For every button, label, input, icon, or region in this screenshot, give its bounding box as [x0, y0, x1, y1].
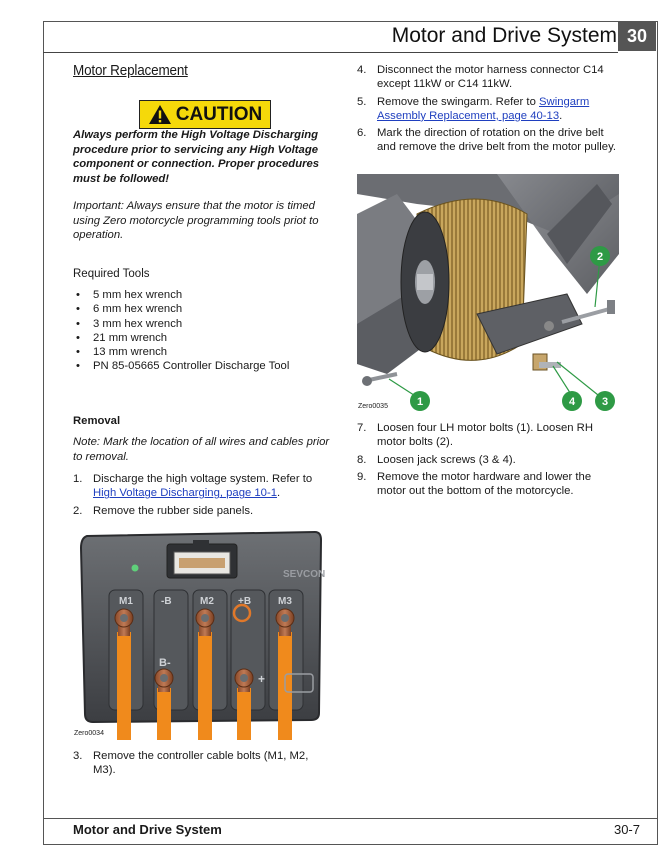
tool-item: • PN 85-05665 Controller Discharge Tool	[73, 359, 343, 373]
step-5: 5. Remove the swingarm. Refer to Swingarm Assembly Replacement, page 40-13.	[357, 95, 590, 122]
tool-item: • 3 mm hex wrench	[73, 317, 343, 331]
step-1: 1. Discharge the high voltage system. Refer to High Voltage Discharging, page 10-1.	[73, 473, 313, 500]
figure-caption-motor: Zero0035	[358, 403, 388, 410]
page-number: 30-7	[613, 822, 640, 837]
terminal-label-minus-b: -B	[161, 596, 172, 607]
terminal-label-m1: M1	[119, 596, 133, 607]
header-divider	[43, 52, 618, 53]
removal-note: Note: Mark the location of all wires and cables prior to removal.	[73, 436, 330, 463]
swingarm-replacement-link[interactable]: Swingarm Assembly Replacement, page 40-13	[377, 95, 590, 122]
controller-figure	[73, 528, 325, 740]
terminal-label-m2: M2	[200, 596, 214, 607]
tool-item: • 21 mm wrench	[73, 331, 343, 345]
plus-label: +	[258, 672, 266, 686]
terminal-label-plus-b: +B	[238, 596, 252, 607]
step-9: 9. Remove the motor hardware and lower the motor out the bottom of the motorcycle.	[357, 470, 592, 498]
required-tools-list	[73, 288, 343, 374]
step-4: 4. Disconnect the motor harness connector C14 except 11kW or C14 11kW.	[357, 64, 604, 91]
steps-4-to-6	[357, 63, 617, 158]
high-voltage-discharging-link[interactable]: High Voltage Discharging, page 10-1	[93, 487, 278, 500]
callout-4: 4	[568, 396, 576, 408]
controller-brand-label: SEVCON	[283, 569, 325, 580]
footer-divider	[43, 818, 657, 819]
terminal-label-m3: M3	[278, 596, 292, 607]
callout-1: 1	[416, 396, 424, 408]
chapter-number-badge: 30	[618, 21, 656, 51]
figure-caption-controller: Zero0034	[74, 730, 104, 737]
required-tools-title: Required Tools	[73, 268, 150, 280]
removal-steps	[73, 472, 328, 521]
footer-title: Motor and Drive System	[73, 822, 222, 837]
caution-banner	[139, 100, 271, 129]
warning-triangle-icon	[148, 104, 172, 125]
important-note: Important: Always ensure that the motor is timed using Zero motorcycle programming tools priot to operation.	[73, 200, 319, 241]
callout-2: 2	[596, 251, 604, 263]
removal-step-3	[73, 749, 328, 781]
steps-7-to-9	[357, 421, 617, 501]
step-2: 2. Remove the rubber side panels.	[73, 504, 254, 517]
step-8: 8. Loosen jack screws (3 & 4).	[357, 453, 516, 466]
section-title: Motor Replacement	[73, 62, 188, 79]
caution-label: CAUTION	[175, 103, 263, 125]
tool-item: • 5 mm hex wrench	[73, 288, 343, 302]
removal-title: Removal	[73, 415, 121, 427]
callout-3: 3	[601, 396, 609, 408]
b-minus-label: B-	[159, 657, 171, 669]
chapter-title: Motor and Drive System	[391, 24, 617, 47]
tool-item: • 13 mm wrench	[73, 345, 343, 359]
motor-figure	[357, 174, 619, 412]
step-3: 3. Remove the controller cable bolts (M1, M2, M3).	[73, 750, 309, 777]
step-7: 7. Loosen four LH motor bolts (1). Loosen RH motor bolts (2).	[357, 422, 594, 449]
tool-item: • 6 mm hex wrench	[73, 302, 343, 316]
step-6: 6. Mark the direction of rotation on the drive belt and remove the drive belt from the motor pulley.	[357, 127, 617, 154]
caution-text: Always perform the High Voltage Discharging procedure prior to servicing any High Voltage component or connection. Proper procedures must be followed!	[73, 129, 320, 185]
